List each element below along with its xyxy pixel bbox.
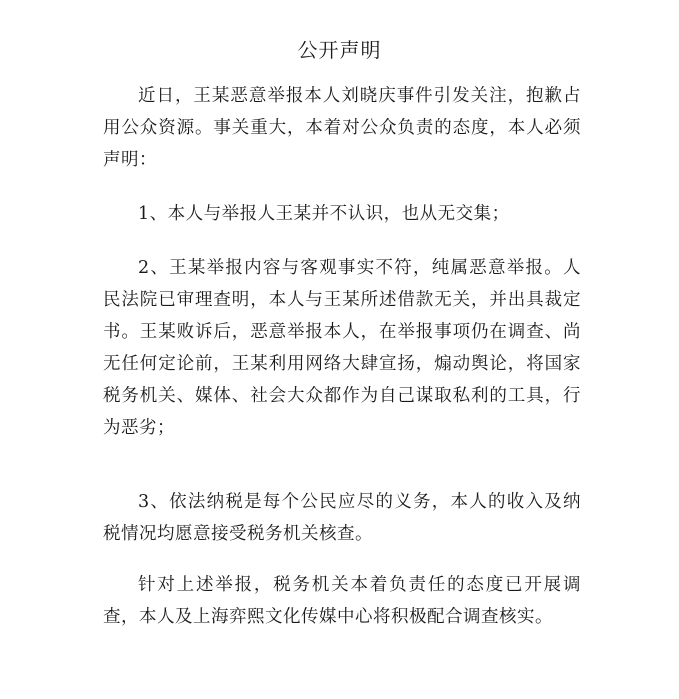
paragraph-point-3: 3、依法纳税是每个公民应尽的义务，本人的收入及纳税情况均愿意接受税务机关核查。 bbox=[103, 492, 581, 544]
paragraph-closing: 针对上述举报，税务机关本着负责任的态度已开展调查，本人及上海弈熙文化传媒中心将积极配合调查核实。 bbox=[103, 575, 581, 627]
paragraph-point-2: 2、王某举报内容与客观事实不符，纯属恶意举报。人民法院已审理查明，本人与王某所述借款无关，并出具裁定书。王某败诉后，恶意举报本人，在举报事项仍在调查、尚无任何定论前，王某利用网络大肆宣扬，煽动舆论，将国家税务机关、媒体、社会大众都作为自己谋取私利的工具，行为恶劣； bbox=[103, 258, 581, 438]
document-title: 公开声明 bbox=[297, 38, 382, 62]
paragraph-intro: 近日，王某恶意举报本人刘晓庆事件引发关注，抱歉占用公众资源。事关重大，本着对公众负责的态度，本人必须声明： bbox=[103, 86, 581, 170]
paragraph-point-1: 1、本人与举报人王某并不认识，也从无交集； bbox=[138, 204, 510, 224]
